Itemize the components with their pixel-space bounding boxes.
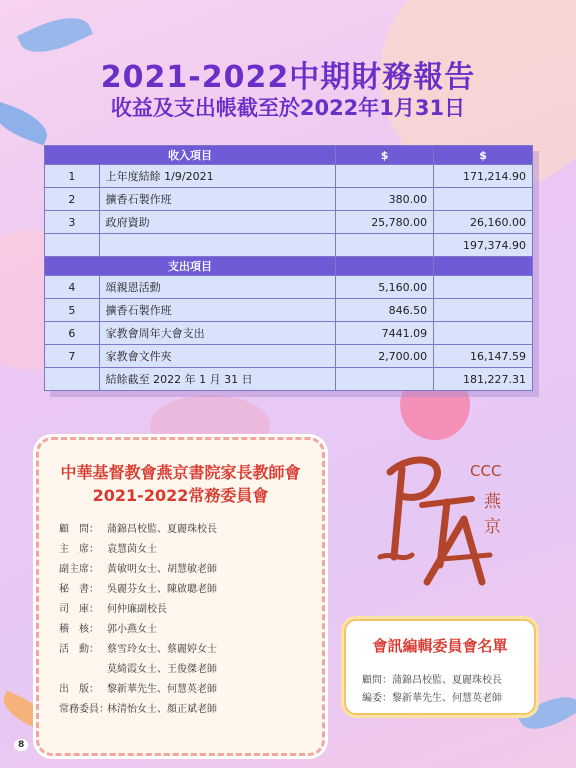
table-row xyxy=(45,299,533,322)
editor-advisor: 顧問：蒲錦昌校監、夏麗珠校長 xyxy=(362,675,502,686)
committee-subtitle: 2021-2022常務委員會 xyxy=(92,486,269,505)
row-item: 擴香石製作班 xyxy=(99,188,335,211)
member-role: 稽 核： xyxy=(59,624,99,635)
row-item: 家教會文件夾 xyxy=(99,345,335,368)
row-number: 6 xyxy=(45,322,100,345)
row-amount-b xyxy=(434,188,533,211)
member-row xyxy=(59,560,217,580)
member-names: 吳麗芬女士、陳啟聰老師 xyxy=(107,584,217,595)
table-row xyxy=(45,188,533,211)
member-row xyxy=(59,540,217,560)
member-names: 何仲廉副校長 xyxy=(107,604,167,615)
row-amount-b xyxy=(434,276,533,299)
row-amount-a: 7441.09 xyxy=(335,322,433,345)
row-amount-a: 380.00 xyxy=(335,188,433,211)
row-amount-a: 25,780.00 xyxy=(335,211,433,234)
member-names: 黎新華先生、何慧英老師 xyxy=(107,684,217,695)
editor-members: 編委：黎新華先生、何慧英老師 xyxy=(362,693,502,704)
income-total: 197,374.90 xyxy=(434,234,533,257)
row-amount-b: 171,214.90 xyxy=(434,165,533,188)
balance-value: 181,227.31 xyxy=(434,368,533,391)
member-role: 活 動： xyxy=(59,644,99,655)
table-row xyxy=(45,322,533,345)
row-number: 7 xyxy=(45,345,100,368)
member-row xyxy=(59,680,217,700)
member-row xyxy=(59,580,217,600)
member-names: 莫綺霞女士、王俊傑老師 xyxy=(107,664,217,675)
editor-card xyxy=(344,619,536,715)
income-header: 收入項目 xyxy=(45,146,336,165)
page-title: 2021-2022中期財務報告 xyxy=(100,60,476,95)
table-row xyxy=(45,165,533,188)
member-names: 郭小燕女士 xyxy=(107,624,157,635)
row-amount-a: 846.50 xyxy=(335,299,433,322)
currency-header-b: $ xyxy=(434,146,533,165)
member-role: 秘 書： xyxy=(59,584,99,595)
member-names: 袁慧茵女士 xyxy=(107,544,157,555)
row-number: 2 xyxy=(45,188,100,211)
currency-header-a: $ xyxy=(335,146,433,165)
row-amount-a: 5,160.00 xyxy=(335,276,433,299)
member-row xyxy=(59,660,217,680)
member-names: 蔡雪玲女士、蔡麗婷女士 xyxy=(107,644,217,655)
member-role: 副主席： xyxy=(59,564,99,575)
finance-table xyxy=(44,145,533,391)
member-row xyxy=(59,640,217,660)
logo-yan: 燕 xyxy=(484,492,501,512)
member-row xyxy=(59,520,217,540)
logo-jing: 京 xyxy=(484,517,501,537)
row-item: 家教會周年大會支出 xyxy=(99,322,335,345)
row-number: 5 xyxy=(45,299,100,322)
committee-card xyxy=(36,437,325,756)
row-number: 3 xyxy=(45,211,100,234)
editor-title: 會訊編輯委員會名單 xyxy=(372,637,508,655)
committee-members xyxy=(59,520,217,720)
member-row xyxy=(59,600,217,620)
page-subtitle: 收益及支出帳截至於2022年1月31日 xyxy=(110,96,466,120)
table-row xyxy=(45,345,533,368)
income-header-row xyxy=(45,146,533,165)
expense-header-row xyxy=(45,257,533,276)
row-item: 上年度結餘 1/9/2021 xyxy=(99,165,335,188)
member-names: 蒲錦昌校監、夏麗珠校長 xyxy=(107,524,217,535)
row-amount-b: 26,160.00 xyxy=(434,211,533,234)
row-amount-b xyxy=(434,322,533,345)
member-role: 常務委員： xyxy=(59,704,109,715)
member-role: 顧 問： xyxy=(59,524,99,535)
balance-label: 結餘截至 2022 年 1 月 31 日 xyxy=(99,368,335,391)
member-names: 林清怡女士、顏正斌老師 xyxy=(107,704,217,715)
row-amount-b xyxy=(434,299,533,322)
table-row xyxy=(45,211,533,234)
row-amount-a: 2,700.00 xyxy=(335,345,433,368)
row-amount-a xyxy=(335,165,433,188)
member-row xyxy=(59,620,217,640)
member-role: 司 庫： xyxy=(59,604,99,615)
row-number: 1 xyxy=(45,165,100,188)
row-number: 4 xyxy=(45,276,100,299)
page-number: 8 xyxy=(14,739,28,751)
row-item: 頌親恩活動 xyxy=(99,276,335,299)
logo-ccc: CCC xyxy=(470,462,502,480)
income-total-row xyxy=(45,234,533,257)
row-amount-b: 16,147.59 xyxy=(434,345,533,368)
member-names: 黃敏明女士、胡慧敏老師 xyxy=(107,564,217,575)
member-role: 主 席： xyxy=(59,544,99,555)
committee-title: 中華基督教會燕京書院家長教師會 xyxy=(60,463,301,482)
member-row xyxy=(59,700,217,720)
balance-row xyxy=(45,368,533,391)
table-row xyxy=(45,276,533,299)
expense-header: 支出項目 xyxy=(45,257,336,276)
row-item: 擴香石製作班 xyxy=(99,299,335,322)
row-item: 政府資助 xyxy=(99,211,335,234)
member-role: 出 版： xyxy=(59,684,99,695)
